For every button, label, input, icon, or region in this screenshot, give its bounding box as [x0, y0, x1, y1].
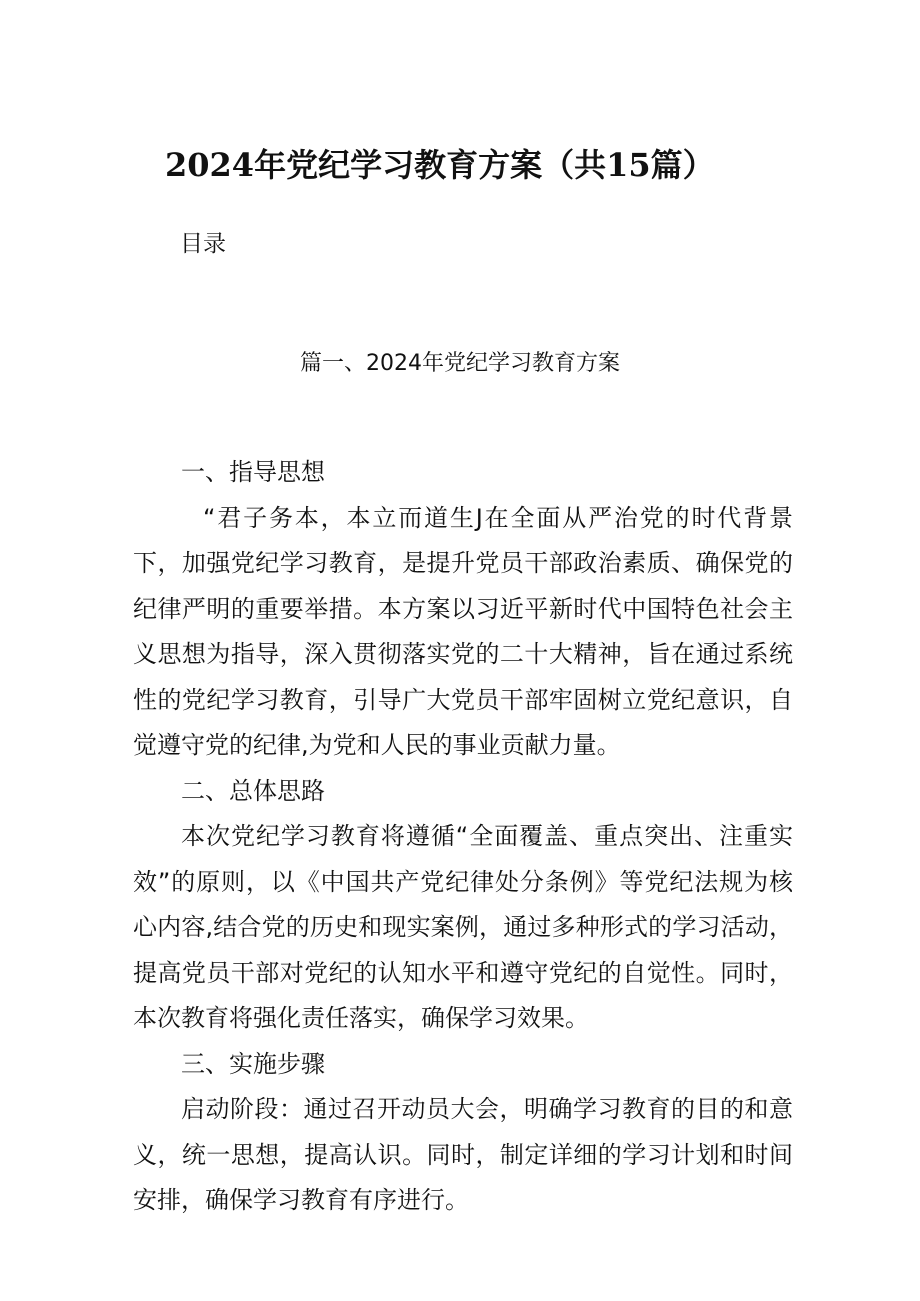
section-paragraph: 启动阶段：通过召开动员大会，明确学习教育的目的和意义，统一思想，提高认识。同时，制定详细的学习计划和时间安排，确保学习教育有序进行。 — [133, 1095, 793, 1214]
document-body — [133, 450, 793, 1224]
section-paragraph: “君子务本，本立而道生J在全面从严治党的时代背景下，加强党纪学习教育，是提升党员干部政治素质、确保党的纪律严明的重要举措。本方案以习近平新时代中国特色社会主义思想为指导，深入贯彻落实党的二十大精神，旨在通过系统性的党纪学习教育，引导广大党员干部牢固树立党纪意识，自觉遵守党的纪律,为党和人民的事业贡献力量。 — [133, 503, 793, 759]
chapter-title: 篇一、2024年党纪学习教育方案 — [300, 351, 620, 376]
document-title: 2024年党纪学习教育方案（共15篇） — [165, 146, 715, 184]
section-heading-overall-approach: 二、总体思路 — [181, 776, 325, 805]
section-heading-guiding-ideology: 一、指导思想 — [181, 458, 325, 486]
table-of-contents-label: 目录 — [180, 231, 226, 257]
section-paragraph: 本次党纪学习教育将遵循“全面覆盖、重点突出、注重实效”的原则，以《中国共产党纪律处分条例》等党纪法规为核心内容,结合党的历史和现实案例，通过多种形式的学习活动，提高党员干部对党纪的认知水平和遵守党纪的自觉性。同时，本次教育将强化责任落实，确保学习效果。 — [133, 822, 793, 1032]
section-heading-implementation-steps: 三、实施步骤 — [181, 1049, 325, 1078]
